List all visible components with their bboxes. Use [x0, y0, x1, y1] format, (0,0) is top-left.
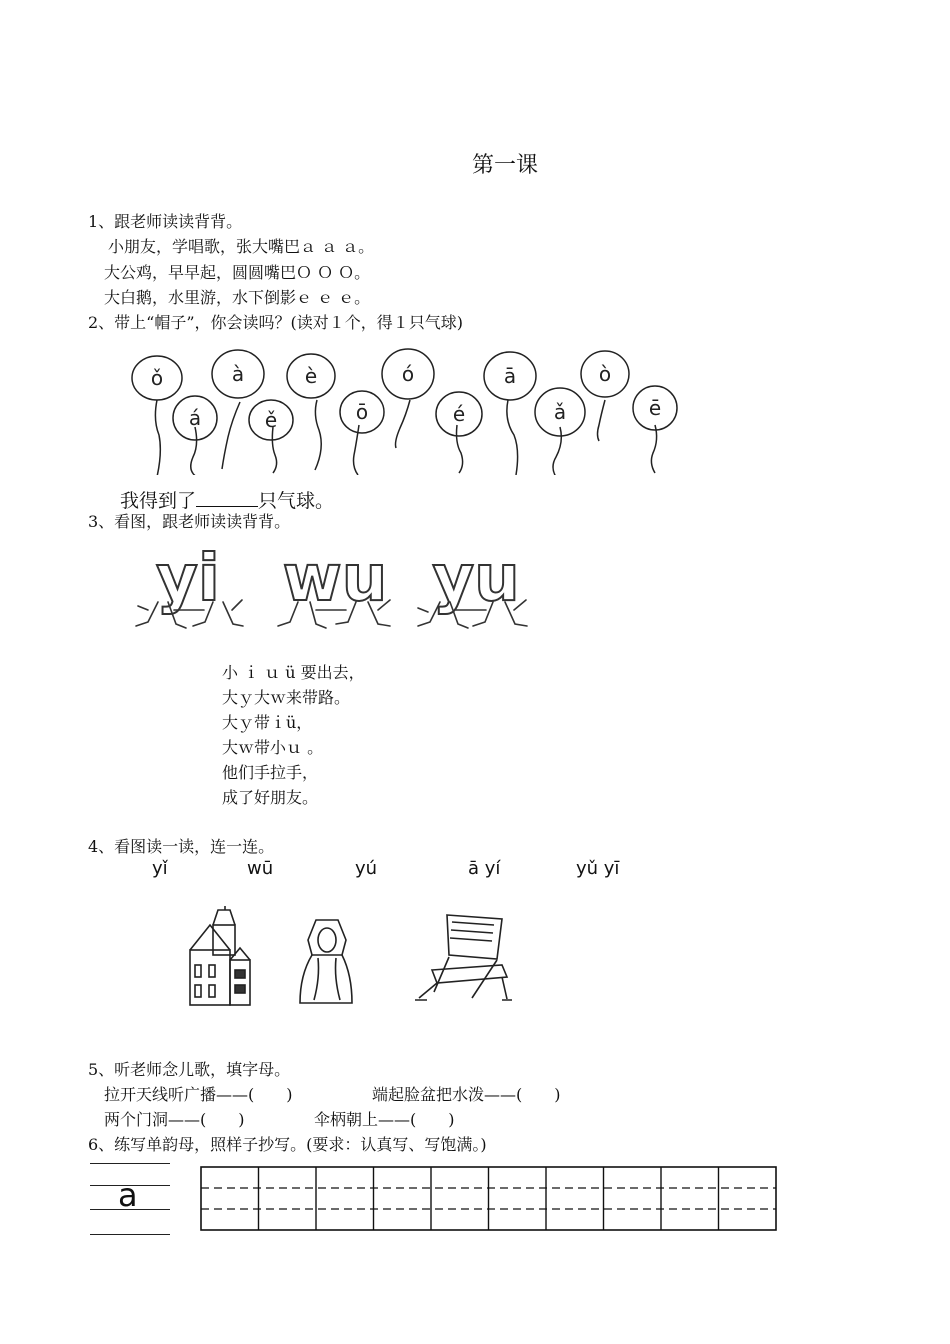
syllable-yi: yi — [156, 542, 220, 616]
q1-line-3: 大白鹅，水里游，水下倒影ｅ ｅ ｅ。 — [104, 288, 371, 307]
answer-prefix: 我得到了 — [120, 490, 197, 512]
q4-heading: 4、看图读一读，连一连。 — [88, 837, 275, 856]
balloon-letter: ò — [598, 362, 612, 386]
q6-heading: 6、练写单韵母，照样子抄写。(要求：认真写、写饱满。) — [88, 1135, 487, 1154]
pinyin-a-yi[interactable]: ā yí — [468, 858, 501, 879]
q1-line-2: 大公鸡，早早起，圆圆嘴巴Ｏ Ｏ Ｏ。 — [104, 263, 371, 282]
balloon-letter: á — [188, 406, 202, 430]
balloon-letter: ó — [401, 362, 415, 386]
q1-line-1: 小朋友，学唱歌，张大嘴巴ａ ａ ａ。 — [108, 237, 375, 256]
balloon-letter: ě — [264, 408, 278, 432]
pinyin-yu-yi[interactable]: yǔ yī — [576, 858, 620, 879]
answer-blank[interactable] — [196, 488, 258, 507]
poem-line-2: 大ｙ大ｗ来带路。 — [222, 688, 351, 707]
pinyin-yu2[interactable]: yú — [355, 858, 378, 879]
balloon-letter: à — [231, 362, 245, 386]
pinyin-wu1[interactable]: wū — [247, 858, 274, 879]
q5-item-doorways[interactable]: 两个门洞——( ) — [104, 1110, 245, 1129]
balloons-illustration — [120, 340, 690, 475]
sample-letter-box — [90, 1163, 170, 1237]
q1-heading: 1、跟老师读读背背。 — [88, 212, 243, 231]
q5-item-broadcast[interactable]: 拉开天线听广播——( ) — [104, 1085, 293, 1104]
poem-line-5: 他们手拉手， — [222, 763, 319, 782]
balloon-letter: ā — [503, 364, 517, 388]
balloon-count-answer — [120, 486, 334, 513]
balloon-letter: ō — [355, 400, 369, 424]
q5-item-basin[interactable]: 端起脸盆把水泼——( ) — [372, 1085, 561, 1104]
house-picture[interactable] — [185, 905, 255, 1010]
q2-heading: 2、带上“帽子”，你会读吗？(读对１个，得１只气球) — [88, 313, 464, 332]
syllable-wu: wu — [282, 542, 388, 616]
pinyin-yi3[interactable]: yǐ — [152, 858, 168, 879]
lesson-title: 第一课 — [471, 153, 538, 178]
balloon-letter: ē — [648, 396, 662, 420]
balloon-letter: ǒ — [150, 366, 164, 390]
q3-heading: 3、看图，跟老师读读背背。 — [88, 512, 291, 531]
balloon-letter: ǎ — [553, 400, 567, 424]
sample-letter: a — [118, 1176, 138, 1214]
poem-line-1: 小 ｉ ｕ ü 要出去， — [222, 663, 365, 682]
writing-grid[interactable] — [200, 1166, 778, 1232]
chair-picture[interactable] — [412, 910, 512, 1005]
answer-suffix: 只气球。 — [258, 490, 335, 512]
balloon-letter: é — [452, 402, 466, 426]
q5-item-umbrella[interactable]: 伞柄朝上——( ) — [314, 1110, 455, 1129]
poem-line-6: 成了好朋友。 — [222, 788, 319, 807]
syllable-yu: yu — [432, 542, 520, 616]
woman-picture[interactable] — [296, 918, 358, 1008]
q5-heading: 5、听老师念儿歌，填字母。 — [88, 1060, 291, 1079]
poem-line-3: 大ｙ带ｉü， — [222, 713, 313, 732]
balloon-letter: è — [304, 364, 318, 388]
syllable-figures-illustration — [128, 530, 548, 640]
poem-line-4: 大ｗ带小ｕ 。 — [222, 738, 324, 757]
